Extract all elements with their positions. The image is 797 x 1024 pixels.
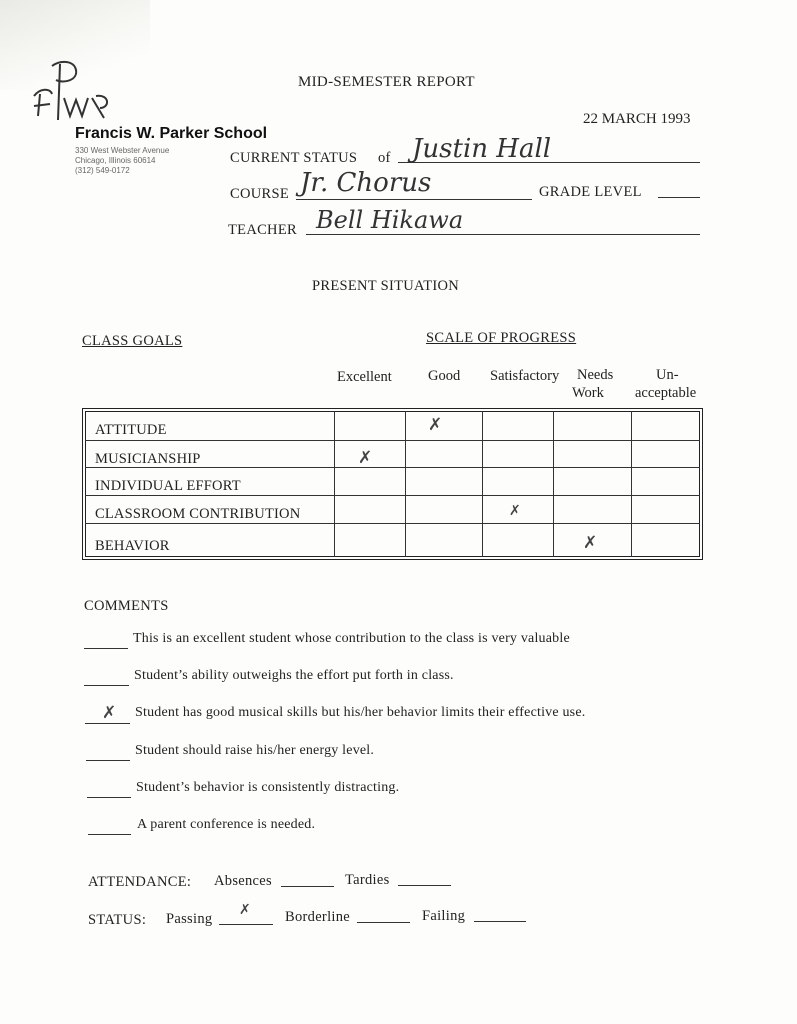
goal-individual-effort: INDIVIDUAL EFFORT xyxy=(95,478,241,494)
grid-row-divider xyxy=(85,440,700,441)
musicianship-excellent-mark: ✗ xyxy=(358,448,373,468)
borderline-line xyxy=(357,922,410,923)
absences-line xyxy=(281,886,334,887)
school-phone: (312) 549-0172 xyxy=(75,166,130,175)
comment-blank xyxy=(86,760,130,761)
passing-line xyxy=(219,924,273,925)
goal-behavior: BEHAVIOR xyxy=(95,538,170,554)
comment-check-mark: ✗ xyxy=(102,703,117,723)
failing-line xyxy=(474,921,526,922)
comments-heading: COMMENTS xyxy=(84,598,169,614)
school-address-line1: 330 West Webster Avenue xyxy=(75,146,170,155)
status-failing-label: Failing xyxy=(422,908,466,924)
grade-level-line xyxy=(658,197,700,198)
absences-label: Absences xyxy=(214,873,272,889)
comment-excellent-student: This is an excellent student whose contribution to the class is very valuable xyxy=(133,631,570,646)
comment-blank xyxy=(84,648,128,649)
comment-blank xyxy=(85,723,130,724)
course-line xyxy=(296,199,532,200)
scale-good: Good xyxy=(428,368,461,384)
student-name: Justin Hall xyxy=(412,134,552,164)
school-address-line2: Chicago, Illinois 60614 xyxy=(75,156,156,165)
scale-unacceptable-line1: Un- xyxy=(656,367,679,383)
report-title: MID-SEMESTER REPORT xyxy=(298,74,475,90)
comment-blank xyxy=(84,685,129,686)
grid-divider xyxy=(405,411,406,557)
comment-energy-level: Student should raise his/her energy level. xyxy=(135,743,375,758)
passing-check-mark: ✗ xyxy=(239,902,251,918)
teacher-line xyxy=(306,234,700,235)
goal-attitude: ATTITUDE xyxy=(95,422,167,438)
comment-distracting: Student’s behavior is consistently distracting. xyxy=(136,780,400,795)
status-borderline-label: Borderline xyxy=(285,909,351,925)
comment-parent-conference: A parent conference is needed. xyxy=(137,817,316,832)
grid-divider xyxy=(631,411,632,557)
attitude-good-mark: ✗ xyxy=(428,415,443,435)
class-goals-heading: CLASS GOALS xyxy=(82,333,183,349)
goal-classroom-contribution: CLASSROOM CONTRIBUTION xyxy=(95,506,301,522)
scale-excellent: Excellent xyxy=(337,369,392,385)
attendance-label: ATTENDANCE: xyxy=(88,874,192,890)
teacher-label: TEACHER xyxy=(228,222,297,238)
scale-of-progress-heading: SCALE OF PROGRESS xyxy=(426,330,577,346)
status-label: STATUS: xyxy=(88,912,147,928)
tardies-line xyxy=(398,885,451,886)
contribution-satisfactory-mark: ✗ xyxy=(509,503,521,519)
scale-unacceptable-line2: acceptable xyxy=(635,385,697,401)
grid-divider xyxy=(553,411,554,557)
status-passing-label: Passing xyxy=(166,911,213,927)
grade-level-label: GRADE LEVEL xyxy=(539,184,642,200)
grid-row-divider xyxy=(85,495,700,496)
grid-row-divider xyxy=(85,523,700,524)
scale-needs-line1: Needs xyxy=(577,367,614,383)
current-status-label: CURRENT STATUS xyxy=(230,150,358,166)
status-of-label: of xyxy=(378,150,391,166)
report-date: 22 MARCH 1993 xyxy=(583,111,691,127)
behavior-needs-work-mark: ✗ xyxy=(583,533,598,553)
scale-needs-line2: Work xyxy=(572,385,604,401)
school-name: Francis W. Parker School xyxy=(75,125,268,142)
comment-musical-skills: Student has good musical skills but his/her behavior limits their effective use. xyxy=(135,705,586,720)
scale-satisfactory: Satisfactory xyxy=(490,368,560,384)
course-value: Jr. Chorus xyxy=(300,168,432,198)
comment-ability-outweighs: Student’s ability outweighs the effort put forth in class. xyxy=(134,668,454,683)
goal-musicianship: MUSICIANSHIP xyxy=(95,451,201,467)
school-logo xyxy=(30,58,110,133)
grid-divider xyxy=(482,411,483,557)
present-situation-heading: PRESENT SITUATION xyxy=(312,278,460,294)
comment-blank xyxy=(87,797,131,798)
comment-blank xyxy=(88,834,131,835)
teacher-value: Bell Hikawa xyxy=(316,206,464,234)
course-label: COURSE xyxy=(230,186,290,202)
tardies-label: Tardies xyxy=(345,872,390,888)
grid-divider xyxy=(334,411,335,557)
